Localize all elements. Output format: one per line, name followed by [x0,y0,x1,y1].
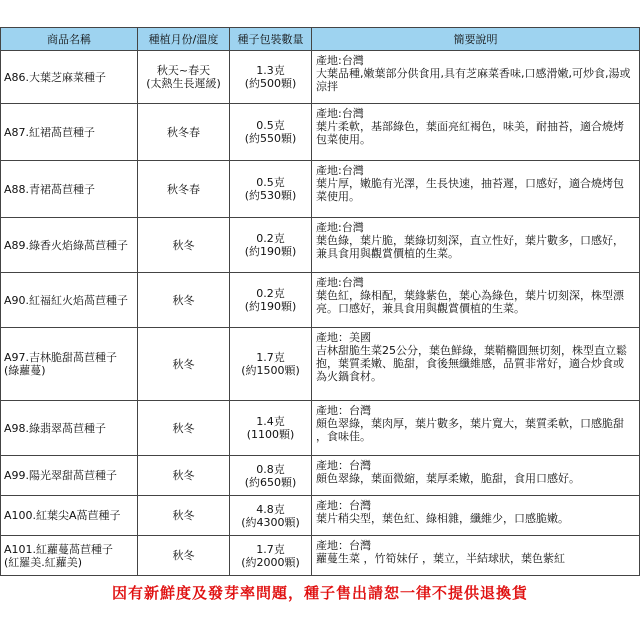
table-row [1,496,640,536]
description-line: 為火鍋食材。 [316,370,382,383]
planting-month-line: 秋天~春天 [156,64,211,77]
product-name-line: A86.大葉芝麻菜種子 [4,70,107,84]
package-quantity-cell [230,401,312,456]
package-quantity-line: 0.2克 [256,287,285,300]
planting-month-line: 秋冬 [172,238,195,252]
description-line: 產地：台灣 [316,404,371,417]
description-line: 涼拌 [316,80,338,93]
no-return-notice: 因有新鮮度及發芽率問題，種子售出請恕一律不提供退換貨 [111,584,528,602]
description-line: 葉片稍尖型，葉色紅、綠相雜，纖維少，口感脆嫩。 [316,512,569,525]
product-name-cell [1,161,138,218]
description-line: 吉林甜脆生菜25公分，葉色鮮綠，葉鞘橢圓無切刻，株型直立鬆 [316,344,627,357]
table-header-row [1,28,640,51]
planting-month-cell [138,161,230,218]
description-line: 產地:台灣 [316,107,364,120]
description-line: 葉色紅，綠相配，葉緣紫色，葉心為綠色，葉片切刻深，株型漂 [316,289,624,302]
table-row [1,401,640,456]
product-name-line: A98.綠翡翠萵苣種子 [4,421,107,435]
description-line: 產地：台灣 [316,539,371,552]
product-name-cell [1,51,138,104]
package-quantity-line: (約190顆) [244,245,297,258]
description-line: 產地：台灣 [316,499,371,512]
description-cell [312,273,640,328]
description-cell [312,104,640,161]
planting-month-cell [138,273,230,328]
table-row [1,273,640,328]
package-quantity-line: 4.8克 [256,502,285,516]
header-planting-month: 種植月份/溫度 [138,28,230,51]
package-quantity-line: (約2000顆) [241,555,300,569]
description-line: 頗色翠綠，葉面微縮，葉厚柔嫩，脆甜，食用口感好。 [316,472,580,485]
description-cell [312,161,640,218]
description-line: 葉片厚，嫩脆有光澤，生長快速，抽苔遲，口感好，適合燒烤包 [316,177,624,190]
description-line: 蘿蔓生菜 ，竹筍妹仔 ，葉立，半結球狀，葉色紫紅 [316,552,565,565]
package-quantity-line: 0.5克 [256,176,285,189]
planting-month-line: 秋冬 [172,293,195,307]
planting-month-cell [138,401,230,456]
planting-month-cell [138,328,230,401]
planting-month-line: 秋冬 [172,357,195,371]
description-line: 產地:台灣 [316,54,364,67]
description-line: 葉片柔軟，基部綠色，葉面亮紅褐色，味美，耐抽苔，適合燒烤 [316,120,624,133]
product-name-line: (綠蘿蔓) [4,364,46,377]
table-row [1,104,640,161]
package-quantity-line: (約650顆) [244,475,297,489]
package-quantity-cell [230,218,312,273]
table-row [1,328,640,401]
description-cell [312,218,640,273]
description-line: 兼具食用與觀賞價植的生菜。 [316,247,459,260]
package-quantity-cell [230,51,312,104]
planting-month-cell [138,218,230,273]
description-cell [312,328,640,401]
product-name-cell [1,456,138,496]
product-name-cell [1,496,138,536]
planting-month-line: 秋冬 [172,469,195,482]
product-name-line: A89.綠香火焰綠萵苣種子 [4,238,129,252]
package-quantity-line: (約500顆) [244,77,297,90]
package-quantity-line: (約550顆) [244,132,297,145]
planting-month-line: (太熱生長遲緩) [146,77,221,90]
product-name-line: A99.陽光翠甜萵苣種子 [4,469,118,482]
table-row [1,161,640,218]
description-line: 產地:台灣 [316,221,364,234]
planting-month-cell [138,104,230,161]
package-quantity-cell [230,496,312,536]
description-line: 亮。口感好，兼具食用與觀賞價植的生菜。 [316,302,525,315]
header-product-name: 商品名稱 [1,28,138,51]
table-row [1,218,640,273]
package-quantity-line: (約190顆) [244,300,297,313]
product-name-cell [1,273,138,328]
package-quantity-line: (1100顆) [246,428,295,441]
seed-product-table [0,27,640,576]
package-quantity-cell [230,328,312,401]
product-name-cell [1,536,138,576]
package-quantity-cell [230,456,312,496]
product-name-line: A90.紅福紅火焰萵苣種子 [4,293,129,307]
package-quantity-line: (約530顆) [244,189,297,202]
planting-month-cell [138,456,230,496]
description-cell [312,456,640,496]
description-line: 產地：台灣 [316,459,371,472]
planting-month-cell [138,496,230,536]
header-description: 簡要說明 [312,28,640,51]
header-package-quantity: 種子包裝數量 [230,28,312,51]
product-name-cell [1,328,138,401]
package-quantity-line: 1.7克 [256,542,285,556]
description-line: 抱，葉質柔嫩、脆甜，食後無纖維感，品質非常好，適合炒食或 [316,357,624,370]
description-line: 頗色翠綠，葉肉厚，葉片數多，葉片寬大，葉質柔軟，口感脆甜 [316,417,624,430]
product-name-line: A97.吉林脆甜萵苣種子 [4,351,118,364]
package-quantity-cell [230,536,312,576]
package-quantity-line: 0.5克 [256,119,285,132]
package-quantity-line: (約1500顆) [241,364,300,377]
product-table-wrapper [0,27,640,576]
description-line: 包菜使用。 [316,133,371,146]
product-name-cell [1,401,138,456]
description-line: 產地:台灣 [316,276,364,289]
product-name-line: A87.紅裙萵苣種子 [4,125,96,139]
description-line: ，食味佳。 [316,430,371,443]
table-row [1,536,640,576]
planting-month-cell [138,536,230,576]
package-quantity-line: 0.2克 [256,232,285,245]
planting-month-line: 秋冬 [172,549,195,562]
package-quantity-cell [230,104,312,161]
table-row [1,51,640,104]
planting-month-cell [138,51,230,104]
product-name-line: (紅羅美.紅蘿美) [4,555,83,569]
description-line: 菜使用。 [316,190,360,203]
description-line: 葉色綠，葉片脆，葉綠切刻深，直立性好，葉片數多，口感好， [316,234,624,247]
product-name-line: A100.紅葉尖A萵苣種子 [4,509,121,522]
product-name-cell [1,104,138,161]
description-line: 大葉品種,嫩葉部分供食用,具有芝麻菜香味,口感滑嫩,可炒食,湯或 [316,67,631,80]
planting-month-line: 秋冬 [172,509,195,522]
package-quantity-line: 0.8克 [256,462,285,476]
planting-month-line: 秋冬春 [167,125,200,139]
description-line: 產地:台灣 [316,164,364,177]
package-quantity-cell [230,161,312,218]
planting-month-line: 秋冬 [172,421,195,435]
package-quantity-line: 1.4克 [256,415,285,428]
table-row [1,456,640,496]
package-quantity-line: 1.7克 [256,351,285,364]
package-quantity-line: (約4300顆) [241,515,300,529]
package-quantity-line: 1.3克 [256,64,285,77]
product-name-cell [1,218,138,273]
description-cell [312,51,640,104]
planting-month-line: 秋冬春 [167,182,200,196]
description-line: 產地：美國 [316,331,371,344]
package-quantity-cell [230,273,312,328]
product-name-line: A101.紅蘿蔓萵苣種子 [4,542,114,556]
description-cell [312,496,640,536]
description-cell [312,401,640,456]
description-cell [312,536,640,576]
product-name-line: A88.青裙萵苣種子 [4,182,96,196]
